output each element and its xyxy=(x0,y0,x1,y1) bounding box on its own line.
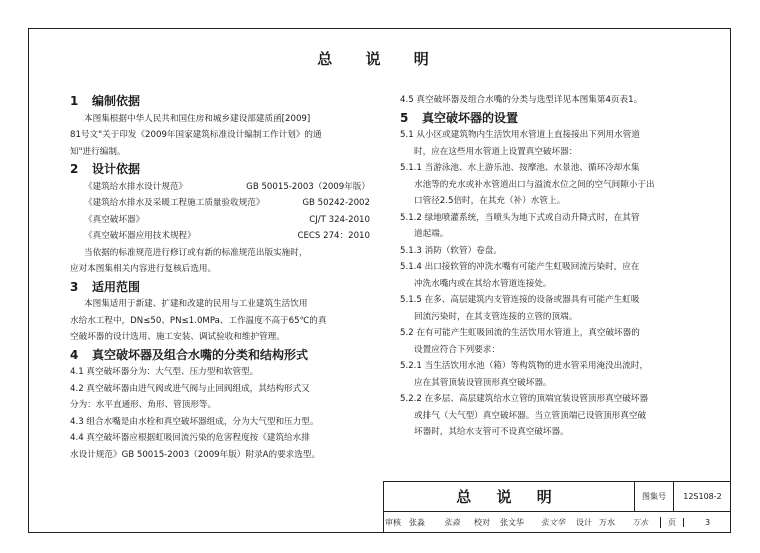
text-line: 4.3 组合水嘴是由水栓和真空破坏器组成，分为大气型和压力型。 xyxy=(70,416,319,427)
section-title: 真空破坏器的设置 xyxy=(422,110,519,125)
reference-code: GB 50242-2002 xyxy=(302,198,370,208)
section-heading xyxy=(70,278,370,297)
review-name: 张淼 xyxy=(409,518,425,527)
reference-title: 《真空破坏器应用技术规程》 xyxy=(84,231,196,241)
title-block xyxy=(383,481,731,533)
atlas-number: 12S108-2 xyxy=(683,492,722,501)
text-line: 4.1 真空破坏器分为：大气型、压力型和软管型。 xyxy=(70,367,259,377)
reference-code: GB 50015-2003（2009年版） xyxy=(246,181,370,192)
text-line: 5.1.5 在多、高层建筑内支管连接的设备或器具有可能产生虹吸 xyxy=(400,295,640,305)
text-line: 回流污染时，在其支管连接的立管的顶端。 xyxy=(414,311,578,322)
page-title: 总 说 明 xyxy=(317,50,443,68)
design-name: 万水 xyxy=(599,518,615,527)
reference-row xyxy=(70,212,370,229)
reference-row xyxy=(70,228,370,245)
text-line: 4.4 真空破坏器应根据虹吸回流污染的危害程度按《建筑给水排 xyxy=(70,433,310,443)
section-title: 适用范围 xyxy=(92,279,141,294)
text-line: 空破坏器的设计选用、施工安装、调试验收和维护管理。 xyxy=(70,332,285,342)
reference-row xyxy=(70,195,370,212)
text-line: 分为：水平直通形、角形、管顶形等。 xyxy=(70,400,217,410)
review-label: 审核 xyxy=(385,518,401,527)
section-heading xyxy=(70,92,370,111)
text-line: 本图集适用于新建、扩建和改建的民用与工业建筑生活饮用 xyxy=(84,299,308,309)
section-number: 3 xyxy=(70,279,79,294)
text-line: 5.1 从小区或建筑物内生活饮用水管道上直接接出下列用水管道 xyxy=(400,130,640,140)
reference-title: 《建筑给水排水及采暖工程施工质量验收规范》 xyxy=(84,198,265,208)
design-signature: 万水 xyxy=(632,518,648,527)
left-column xyxy=(70,92,370,463)
section-heading xyxy=(70,346,370,365)
text-line: 或排气（大气型）真空破坏器。当立管顶端已设管顶形真空破 xyxy=(414,410,647,421)
check-signature: 张文华 xyxy=(541,518,565,527)
atlas-number-label: 图集号 xyxy=(642,492,666,501)
text-line: 5.1.1 当游泳池、水上游乐池、按摩池、水景池、循环冷却水集 xyxy=(400,163,640,173)
text-line: 5.2.1 当生活饮用水池（箱）等构筑物的进水管采用淹没出流时， xyxy=(400,361,649,371)
section-number: 4 xyxy=(70,347,79,362)
right-column xyxy=(400,92,690,441)
page-label: 页 xyxy=(660,517,683,528)
text-line: 应在其管顶装设管顶形真空破坏器。 xyxy=(414,377,552,388)
text-line: 4.2 真空破坏器由进气阀或进气阀与止回阀组成，其结构形式又 xyxy=(70,383,310,394)
title-block-title: 总 说 明 xyxy=(384,482,635,511)
text-line: 水池等的充水或补水管道出口与溢流水位之间的空气间隙小于出 xyxy=(414,179,655,190)
reference-title: 《真空破坏器》 xyxy=(84,214,145,225)
text-line: 时，应在这些用水管道上设置真空破坏器： xyxy=(414,146,578,157)
review-signature: 张淼 xyxy=(444,518,460,527)
reference-title: 《建筑给水排水设计规范》 xyxy=(84,181,188,192)
text-line: 知"进行编制。 xyxy=(70,146,126,157)
text-line: 水给水工程中，DN≤50、PN≤1.0MPa、工作温度不高于65℃的真 xyxy=(70,315,327,326)
text-line: 道起端。 xyxy=(414,229,449,239)
section-number: 5 xyxy=(400,110,409,125)
section-number: 1 xyxy=(70,94,79,108)
check-name: 张文华 xyxy=(500,518,524,527)
text-line: 81号文"关于印发《2009年国家建筑标准设计编制工作计划》的通 xyxy=(70,130,322,140)
reference-code: CECS 274：2010 xyxy=(297,231,370,241)
section-title: 编制依据 xyxy=(92,94,141,108)
text-line: 口管径2.5倍时，在其充（补）水管上。 xyxy=(414,196,566,206)
text-line: 5.2.2 在多层、高层建筑给水立管的顶端宜装设管顶形真空破坏器 xyxy=(400,394,649,404)
design-label: 设计 xyxy=(576,518,592,527)
text-line: 当依据的标准规范进行修订或有新的标准规范出版实施时， xyxy=(84,247,308,258)
reference-code: CJ/T 324-2010 xyxy=(309,214,370,225)
section-heading xyxy=(400,109,690,128)
text-line: 5.1.3 消防（软管）卷盘。 xyxy=(400,245,502,256)
section-number: 2 xyxy=(70,162,79,176)
section-title: 真空破坏器及组合水嘴的分类和结构形式 xyxy=(92,347,309,362)
text-line: 4.5 真空破坏器及组合水嘴的分类与选型详见本图集第4页表1。 xyxy=(400,95,643,105)
signature-row xyxy=(384,512,731,533)
text-line: 坏器时，其给水支管可不设真空破坏器。 xyxy=(414,427,569,437)
section-heading xyxy=(70,160,370,179)
text-line: 5.1.2 绿地喷灌系统，当喷头为地下式或自动升降式时，在其管 xyxy=(400,212,640,223)
text-line: 5.1.4 出口接软管的冲洗水嘴有可能产生虹吸回流污染时，应在 xyxy=(400,262,640,272)
text-line: 水设计规范》GB 50015-2003（2009年版）附录A的要求选型。 xyxy=(70,449,321,460)
check-label: 校对 xyxy=(474,518,490,527)
text-line: 冲洗水嘴内或在其给水管道连接处。 xyxy=(414,278,552,289)
text-line: 设置应符合下列要求： xyxy=(414,344,500,355)
text-line: 本图集根据中华人民共和国住房和城乡建设部建质函[2009] xyxy=(84,113,311,124)
section-title: 设计依据 xyxy=(92,162,141,176)
page-number: 3 xyxy=(683,518,731,527)
text-line: 应对本图集相关内容进行复核后选用。 xyxy=(70,264,217,274)
text-line: 5.2 在有可能产生虹吸回流的生活饮用水管道上，真空破坏器的 xyxy=(400,328,640,338)
reference-row xyxy=(70,179,370,196)
